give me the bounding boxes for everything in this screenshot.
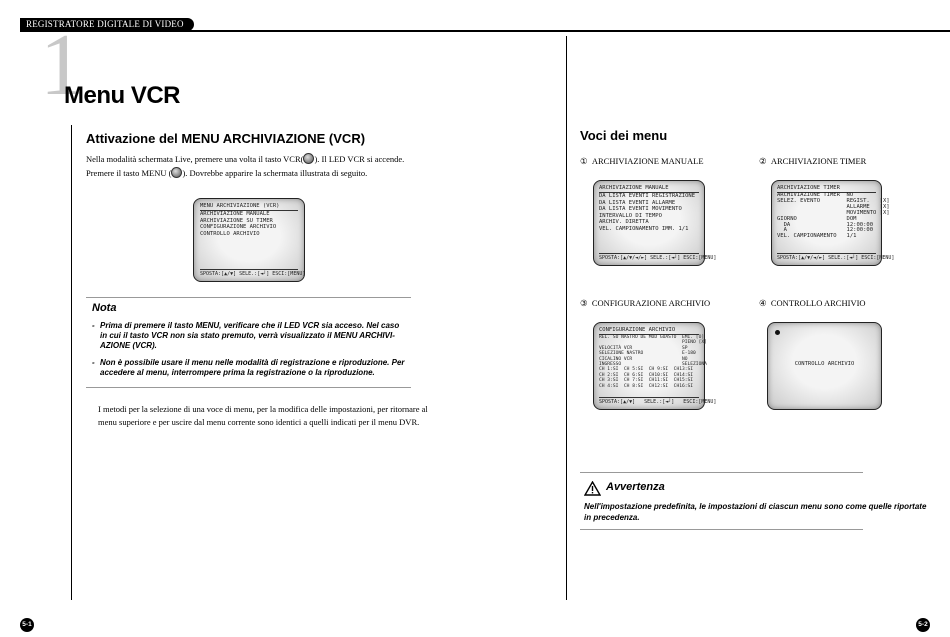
- menu-item-4: [759, 298, 866, 309]
- screen-line: REL. SU NASTRO DE MOD GUASTO EMI. [O]: [599, 335, 705, 340]
- left-margin-rule: [71, 125, 72, 600]
- menu-item-number: ①: [580, 156, 588, 166]
- screen-line: ARCHIVIAZIONE SU TIMER: [200, 217, 273, 224]
- screen-title: CONFIGURAZIONE ARCHIVIO: [599, 327, 699, 335]
- instruction-paragraph: [86, 152, 404, 180]
- screen-footer: SPOSTA:[▲/▼/◄/►] SELE.:[◄┘] ESCI:[MENU]: [777, 255, 895, 261]
- menu-item-label: CONTROLLO ARCHIVIO: [770, 298, 866, 308]
- instruction-line-2a: Premere il tasto MENU (: [86, 168, 172, 178]
- screen-footer: SPOSTA:[▲/▼/◄/►] SELE.:[◄┘] ESCI:[MENU]: [599, 255, 717, 261]
- manual-archive-screen: [593, 180, 717, 266]
- screen-line: SELEZ. EVENTO REGIST. [X]: [777, 197, 890, 204]
- nota-top-rule: [86, 297, 411, 298]
- screen-line: DA 12:00:00: [777, 221, 874, 228]
- screen-line: CONFIGURAZIONE ARCHIVIO: [200, 224, 277, 231]
- instruction-line-1a: Nella modalità schermata Live, premere una volta il tasto VCR(: [86, 154, 304, 164]
- center-divider: [566, 36, 567, 600]
- screen-line: VELOCITÀ VCR SP: [599, 345, 688, 351]
- menu-item-number: ④: [759, 298, 767, 308]
- header-rule: [20, 30, 950, 32]
- instruction-line-1b: ). Il LED VCR si accende.: [314, 154, 405, 164]
- menu-item-number: ②: [759, 156, 767, 166]
- screen-line: CONTROLLO ARCHIVIO: [200, 230, 260, 237]
- menu-item-3: [580, 298, 710, 309]
- screen-line: MOVIMENTO [X]: [777, 209, 890, 216]
- screen-line: DA LISTA EVENTI REGISTRAZIONE: [599, 193, 696, 199]
- page-title: Menu VCR: [64, 82, 180, 109]
- menu-button-icon: [171, 167, 182, 178]
- menu-item-label: CONFIGURAZIONE ARCHIVIO: [591, 298, 711, 308]
- header-label: REGISTRATORE DIGITALE DI VIDEO: [20, 18, 194, 31]
- menu-item-1: [580, 156, 704, 167]
- archive-control-screen: [767, 322, 882, 410]
- screen-line: CICALINO VCR NO: [599, 356, 688, 362]
- screen-line: SELEZIONE NASTRO E-180: [599, 351, 696, 357]
- screen-title: ARCHIVIAZIONE MANUALE: [599, 185, 699, 193]
- record-dot-icon: [775, 330, 780, 335]
- menu-item-label: ARCHIVIAZIONE TIMER: [770, 156, 867, 166]
- chapter-number: 1: [40, 17, 84, 114]
- archive-config-screen: [593, 322, 717, 410]
- screen-title: MENU ARCHIVIAZIONE (VCR): [200, 203, 298, 211]
- screen-line: VEL. CAMPIONAMENTO 1/1: [777, 233, 857, 240]
- warning-top-rule: [580, 472, 863, 473]
- screen-line: GIORNO DOM: [777, 215, 857, 222]
- screen-line: DA LISTA EVENTI MOVIMENTO: [599, 206, 682, 213]
- nota-item-2-text: Non è possibile usare il menu nelle modalità di registrazione e riproduzione. Per accedere al menu, interrompere prima la registrazione o la riproduzione.: [100, 358, 405, 377]
- nota-item-2: - Non è possibile usare il menu nelle modalità di registrazione e riproduzione. Per accedere al menu, interrompere prima la registrazione o la riproduzione.: [92, 358, 408, 378]
- screen-footer: SPOSTA:[▲/▼] SELE.:[◄┘] ESCI:[MENU]: [599, 399, 717, 405]
- nota-title: Nota: [92, 302, 117, 314]
- warning-title: Avvertenza: [606, 481, 665, 493]
- screen-line: CH 1:SI CH 5:SI CH 9:SI CH13:SI: [599, 367, 694, 373]
- vcr-menu-screen: [193, 198, 305, 282]
- screen-line: CH 4:SI CH 8:SI CH12:SI CH16:SI: [599, 383, 694, 389]
- screen-line: A 12:00:00: [777, 227, 874, 234]
- screen-footer: SPOSTA:[▲/▼] SELE.:[◄┘] ESCI:[MENU]: [200, 271, 306, 277]
- nota-item-1-text: Prima di premere il tasto MENU, verificare che il LED VCR sia acceso. Nel caso in cui il tasto VCR non sia stato premuto, verrà visualizzato il MENU ARCHIVI-AZIONE (VCR).: [100, 321, 400, 350]
- screen-line: ALLARME [X]: [777, 203, 890, 210]
- warning-bottom-rule: [580, 529, 863, 530]
- page-number-right: 5-2: [916, 618, 930, 632]
- screen-line: ARCHIVIAZIONE TIMER NO: [777, 192, 854, 198]
- screen-line: DA LISTA EVENTI ALLARME: [599, 199, 676, 206]
- page-number-left: 5-1: [20, 618, 34, 632]
- timer-archive-screen: [771, 180, 895, 266]
- vcr-button-icon: [303, 153, 314, 164]
- screen-line: CH 2:SI CH 6:SI CH10:SI CH14:SI: [599, 372, 694, 378]
- menu-item-label: ARCHIVIAZIONE MANUALE: [591, 156, 704, 166]
- screen-title: CONTROLLO ARCHIVIO: [794, 361, 855, 367]
- warning-body: Nell'impostazione predefinita, le impostazioni di ciascun menu sono come quelle riportate in precedenza.: [584, 502, 927, 522]
- screen-line: ARCHIVIAZIONE MANUALE: [200, 211, 270, 217]
- menu-item-2: [759, 156, 866, 167]
- warning-icon: [584, 481, 601, 501]
- screen-line: INGRESSO SELEZIONA: [599, 362, 707, 368]
- nota-item-1: - Prima di premere il tasto MENU, verificare che il LED VCR sia acceso. Nel caso in cui il tasto VCR non sia stato premuto, verrà visualizzato il MENU ARCHIVI-AZIONE (VCR).: [92, 321, 408, 351]
- section-heading-left: Attivazione del MENU ARCHIVIAZIONE (VCR): [86, 131, 366, 146]
- instruction-line-2b: ). Dovrebbe apparire la schermata illustrata di seguito.: [182, 168, 368, 178]
- screen-line: PIENO [X]: [599, 340, 707, 346]
- screen-line: CH 3:SI CH 7:SI CH11:SI CH15:SI: [599, 378, 694, 384]
- screen-title: ARCHIVIAZIONE TIMER: [777, 185, 876, 193]
- menu-item-number: ③: [580, 298, 588, 308]
- screen-line: VEL. CAMPIONAMENTO IMM. 1/1: [599, 225, 689, 232]
- nota-bottom-rule: [86, 387, 411, 388]
- screen-line: ARCHIV. DIRETTA: [599, 219, 649, 226]
- section-heading-right: Voci dei menu: [580, 128, 668, 143]
- closing-paragraph: I metodi per la selezione di una voce di menu, per la modifica delle impostazioni, per ritornare al menu superiore e per uscire dal menu corrente sono identici a quelli indicati per il menu DVR.: [98, 404, 428, 427]
- screen-line: INTERVALLO DI TEMPO: [599, 212, 662, 219]
